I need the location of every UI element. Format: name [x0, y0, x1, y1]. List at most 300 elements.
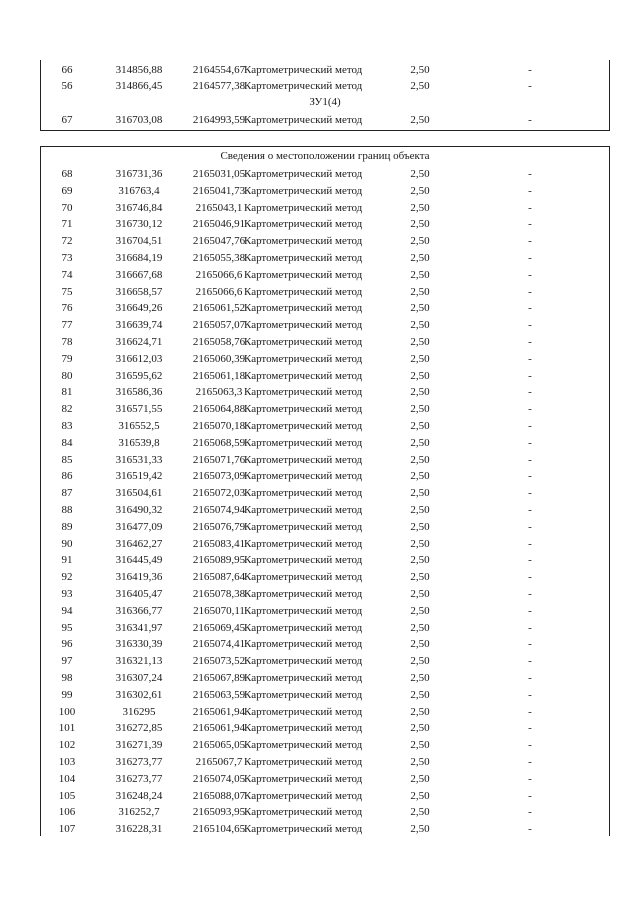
method-cell: Картометрический метод — [244, 655, 363, 668]
method-cell: Картометрический метод — [244, 789, 363, 802]
method-cell: Картометрический метод — [244, 420, 363, 432]
method-cell: Картометрический метод — [244, 688, 363, 701]
accuracy-cell: 2,50 — [410, 386, 430, 399]
method-cell: Картометрический метод — [244, 823, 363, 836]
point-number-cell: 99 — [61, 688, 73, 701]
coord-y-cell: 2165078,38 — [192, 588, 246, 600]
coord-y-cell: 2165074,41 — [192, 638, 246, 651]
method-cell: Картометрический метод — [244, 705, 363, 718]
accuracy-cell: 2,50 — [410, 554, 430, 567]
table-row — [40, 704, 610, 720]
description-cell: - — [528, 772, 532, 785]
table-row — [40, 720, 610, 736]
description-cell: - — [528, 520, 532, 533]
description-cell: - — [528, 80, 532, 92]
coord-x-cell: 316490,32 — [115, 504, 163, 516]
method-cell: Картометрический метод — [244, 672, 363, 684]
accuracy-cell: 2,50 — [410, 772, 430, 785]
point-number-cell: 100 — [58, 705, 76, 718]
method-cell: Картометрический метод — [244, 64, 363, 76]
coord-x-cell: 316462,27 — [115, 537, 163, 550]
accuracy-cell: 2,50 — [410, 184, 430, 197]
description-cell: - — [528, 201, 532, 214]
coord-x-cell: 316295 — [122, 705, 156, 718]
accuracy-cell: 2,50 — [410, 80, 430, 92]
description-cell: - — [528, 352, 532, 365]
point-number-cell: 84 — [61, 436, 73, 449]
point-number-cell: 72 — [61, 235, 73, 248]
coord-y-cell: 2165076,79 — [192, 520, 246, 533]
description-cell: - — [528, 168, 532, 180]
description-cell: - — [528, 722, 532, 735]
accuracy-cell: 2,50 — [410, 168, 430, 180]
accuracy-cell: 2,50 — [410, 352, 430, 365]
coord-y-cell: 2165064,88 — [192, 403, 246, 416]
point-number-cell: 71 — [61, 218, 73, 231]
coord-y-cell: 2165060,39 — [192, 352, 246, 365]
description-cell: - — [528, 655, 532, 668]
description-cell: - — [528, 756, 532, 768]
point-number-cell: 81 — [61, 386, 73, 399]
table-row — [40, 754, 610, 770]
accuracy-cell: 2,50 — [410, 319, 430, 332]
coord-x-cell: 316531,33 — [115, 453, 163, 466]
coord-y-cell: 2165055,38 — [192, 252, 246, 264]
table-row — [40, 183, 610, 199]
description-cell: - — [528, 806, 532, 819]
description-cell: - — [528, 436, 532, 449]
accuracy-cell: 2,50 — [410, 722, 430, 735]
coord-x-cell: 316271,39 — [115, 739, 163, 752]
coord-x-cell: 316552,5 — [118, 420, 160, 432]
description-cell: - — [528, 470, 532, 483]
accuracy-cell: 2,50 — [410, 470, 430, 483]
description-cell: - — [528, 604, 532, 617]
coord-x-cell: 316419,36 — [115, 571, 163, 584]
accuracy-cell: 2,50 — [410, 420, 430, 432]
description-cell: - — [528, 114, 532, 126]
point-number-cell: 91 — [61, 554, 73, 567]
table-row — [40, 317, 610, 333]
coord-x-cell: 316586,36 — [115, 386, 163, 399]
table-heading: Сведения о местоположении границ объекта — [220, 150, 430, 162]
coord-y-cell: 2164577,38 — [192, 80, 246, 92]
accuracy-cell: 2,50 — [410, 268, 430, 281]
accuracy-cell: 2,50 — [410, 739, 430, 752]
point-number-cell: 66 — [61, 64, 73, 76]
coord-y-cell: 2165071,76 — [192, 453, 246, 466]
coord-x-cell: 316595,62 — [115, 369, 163, 382]
description-cell: - — [528, 487, 532, 500]
description-cell: - — [528, 688, 532, 701]
method-cell: Картометрический метод — [244, 638, 363, 651]
point-number-cell: 93 — [61, 588, 73, 600]
description-cell: - — [528, 588, 532, 600]
table-row — [40, 284, 610, 300]
coord-y-cell: 2165066,6 — [195, 268, 243, 281]
coord-x-cell: 316248,24 — [115, 789, 163, 802]
accuracy-cell: 2,50 — [410, 571, 430, 584]
method-cell: Картометрический метод — [244, 184, 363, 197]
accuracy-cell: 2,50 — [410, 823, 430, 836]
coord-x-cell: 316273,77 — [115, 756, 163, 768]
accuracy-cell: 2,50 — [410, 302, 430, 315]
accuracy-cell: 2,50 — [410, 621, 430, 634]
coord-y-cell: 2165061,94 — [192, 722, 246, 735]
point-number-cell: 75 — [61, 285, 73, 298]
description-cell: - — [528, 302, 532, 315]
point-number-cell: 90 — [61, 537, 73, 550]
point-number-cell: 94 — [61, 604, 73, 617]
accuracy-cell: 2,50 — [410, 688, 430, 701]
table-row — [40, 653, 610, 669]
accuracy-cell: 2,50 — [410, 114, 430, 126]
table-row — [40, 452, 610, 468]
table-row — [40, 435, 610, 451]
description-cell: - — [528, 504, 532, 516]
coord-x-cell: 316252,7 — [118, 806, 160, 819]
table-row — [40, 636, 610, 652]
coord-y-cell: 2165068,59 — [192, 436, 246, 449]
coord-y-cell: 2165073,52 — [192, 655, 246, 668]
coord-y-cell: 2165057,07 — [192, 319, 246, 332]
point-number-cell: 95 — [61, 621, 73, 634]
method-cell: Картометрический метод — [244, 436, 363, 449]
method-cell: Картометрический метод — [244, 114, 363, 126]
coord-x-cell: 316330,39 — [115, 638, 163, 651]
point-number-cell: 56 — [61, 80, 73, 92]
point-number-cell: 101 — [58, 722, 76, 735]
table-row — [40, 112, 610, 128]
table-row — [40, 200, 610, 216]
method-cell: Картометрический метод — [244, 756, 363, 768]
point-number-cell: 68 — [61, 168, 73, 180]
point-number-cell: 103 — [58, 756, 76, 768]
description-cell: - — [528, 789, 532, 802]
coord-x-cell: 316571,55 — [115, 403, 163, 416]
coord-x-cell: 316302,61 — [115, 688, 163, 701]
point-number-cell: 76 — [61, 302, 73, 315]
description-cell: - — [528, 386, 532, 399]
coord-y-cell: 2165083,41 — [192, 537, 246, 550]
point-number-cell: 88 — [61, 504, 73, 516]
coord-y-cell: 2165074,94 — [192, 504, 246, 516]
description-cell: - — [528, 672, 532, 684]
point-number-cell: 83 — [61, 420, 73, 432]
accuracy-cell: 2,50 — [410, 789, 430, 802]
coord-y-cell: 2165061,18 — [192, 369, 246, 382]
accuracy-cell: 2,50 — [410, 218, 430, 231]
point-number-cell: 96 — [61, 638, 73, 651]
accuracy-cell: 2,50 — [410, 403, 430, 416]
accuracy-cell: 2,50 — [410, 504, 430, 516]
point-number-cell: 105 — [58, 789, 76, 802]
top-table-bottom-border — [40, 130, 610, 131]
method-cell: Картометрический метод — [244, 806, 363, 819]
point-number-cell: 89 — [61, 520, 73, 533]
coord-y-cell: 2165073,09 — [192, 470, 246, 483]
table-row — [40, 788, 610, 804]
method-cell: Картометрический метод — [244, 739, 363, 752]
accuracy-cell: 2,50 — [410, 369, 430, 382]
description-cell: - — [528, 403, 532, 416]
table-row — [40, 166, 610, 182]
method-cell: Картометрический метод — [244, 504, 363, 516]
table-row — [40, 401, 610, 417]
point-number-cell: 77 — [61, 319, 73, 332]
accuracy-cell: 2,50 — [410, 756, 430, 768]
coord-y-cell: 2165066,6 — [195, 285, 243, 298]
table-row — [40, 536, 610, 552]
coord-x-cell: 314856,88 — [115, 64, 163, 76]
table-row — [40, 267, 610, 283]
coord-y-cell: 2164993,59 — [192, 114, 246, 126]
description-cell: - — [528, 823, 532, 836]
coord-x-cell: 316341,97 — [115, 621, 163, 634]
table-row — [40, 670, 610, 686]
coord-y-cell: 2165046,91 — [192, 218, 246, 231]
description-cell: - — [528, 621, 532, 634]
coord-x-cell: 316366,77 — [115, 604, 163, 617]
accuracy-cell: 2,50 — [410, 520, 430, 533]
coord-x-cell: 316519,42 — [115, 470, 163, 483]
coord-x-cell: 316763,4 — [118, 184, 160, 197]
coord-x-cell: 316272,85 — [115, 722, 163, 735]
coord-x-cell: 316684,19 — [115, 252, 163, 264]
accuracy-cell: 2,50 — [410, 336, 430, 348]
method-cell: Картометрический метод — [244, 369, 363, 382]
accuracy-cell: 2,50 — [410, 235, 430, 248]
method-cell: Картометрический метод — [244, 80, 363, 92]
method-cell: Картометрический метод — [244, 352, 363, 365]
point-number-cell: 74 — [61, 268, 73, 281]
point-number-cell: 78 — [61, 336, 73, 348]
method-cell: Картометрический метод — [244, 772, 363, 785]
coord-x-cell: 316307,24 — [115, 672, 163, 684]
method-cell: Картометрический метод — [244, 268, 363, 281]
table-row — [40, 334, 610, 350]
coord-y-cell: 2165063,59 — [192, 688, 246, 701]
coord-y-cell: 2165074,05 — [192, 772, 246, 785]
accuracy-cell: 2,50 — [410, 285, 430, 298]
table-row — [40, 418, 610, 434]
coord-y-cell: 2165031,05 — [192, 168, 246, 180]
coord-y-cell: 2165070,11 — [193, 604, 245, 617]
table-row — [40, 552, 610, 568]
coord-x-cell: 316321,13 — [115, 655, 163, 668]
point-number-cell: 70 — [61, 201, 73, 214]
table-row — [40, 78, 610, 94]
coord-y-cell: 2165072,03 — [192, 487, 246, 500]
method-cell: Картометрический метод — [244, 218, 363, 231]
accuracy-cell: 2,50 — [410, 436, 430, 449]
description-cell: - — [528, 571, 532, 584]
accuracy-cell: 2,50 — [410, 672, 430, 684]
coord-y-cell: 2165087,64 — [192, 571, 246, 584]
method-cell: Картометрический метод — [244, 571, 363, 584]
method-cell: Картометрический метод — [244, 319, 363, 332]
coord-x-cell: 316405,47 — [115, 588, 163, 600]
accuracy-cell: 2,50 — [410, 806, 430, 819]
point-number-cell: 106 — [58, 806, 76, 819]
coord-y-cell: 2165047,76 — [192, 235, 246, 248]
method-cell: Картометрический метод — [244, 336, 363, 348]
table-row — [40, 519, 610, 535]
point-number-cell: 69 — [61, 184, 73, 197]
coord-x-cell: 316746,84 — [115, 201, 163, 214]
point-number-cell: 97 — [61, 655, 73, 668]
description-cell: - — [528, 64, 532, 76]
method-cell: Картометрический метод — [244, 621, 363, 634]
description-cell: - — [528, 268, 532, 281]
description-cell: - — [528, 537, 532, 550]
coord-x-cell: 316649,26 — [115, 302, 163, 315]
table-row — [40, 821, 610, 837]
coord-y-cell: 2165063,3 — [195, 386, 243, 399]
coord-x-cell: 316624,71 — [115, 336, 163, 348]
table-row — [40, 216, 610, 232]
description-cell: - — [528, 554, 532, 567]
accuracy-cell: 2,50 — [410, 64, 430, 76]
point-number-cell: 104 — [58, 772, 76, 785]
coord-y-cell: 2165067,89 — [192, 672, 246, 684]
table-row — [40, 300, 610, 316]
method-cell: Картометрический метод — [244, 520, 363, 533]
coord-y-cell: 2165043,1 — [195, 201, 243, 214]
accuracy-cell: 2,50 — [410, 453, 430, 466]
main-table-top-border — [40, 146, 610, 147]
coord-x-cell: 316612,03 — [115, 352, 163, 365]
description-cell: - — [528, 235, 532, 248]
coord-x-cell: 316273,77 — [115, 772, 163, 785]
point-number-cell: 79 — [61, 352, 73, 365]
table-row — [40, 603, 610, 619]
method-cell: Картометрический метод — [244, 285, 363, 298]
method-cell: Картометрический метод — [244, 487, 363, 500]
point-number-cell: 73 — [61, 252, 73, 264]
accuracy-cell: 2,50 — [410, 537, 430, 550]
description-cell: - — [528, 252, 532, 264]
coord-y-cell: 2165058,76 — [192, 336, 246, 348]
table-row — [40, 502, 610, 518]
description-cell: - — [528, 705, 532, 718]
description-cell: - — [528, 638, 532, 651]
subheading: ЗУ1(4) — [309, 96, 341, 108]
table-row — [40, 368, 610, 384]
point-number-cell: 102 — [58, 739, 76, 752]
description-cell: - — [528, 369, 532, 382]
table-row — [40, 569, 610, 585]
coord-y-cell: 2165065,05 — [192, 739, 246, 752]
point-number-cell: 82 — [61, 403, 73, 416]
coord-y-cell: 2165067,7 — [195, 756, 243, 768]
table-row — [40, 351, 610, 367]
table-row — [40, 468, 610, 484]
description-cell: - — [528, 184, 532, 197]
coord-x-cell: 316228,31 — [115, 823, 163, 836]
accuracy-cell: 2,50 — [410, 252, 430, 264]
method-cell: Картометрический метод — [244, 588, 363, 600]
coord-x-cell: 316731,36 — [115, 168, 163, 180]
method-cell: Картометрический метод — [244, 470, 363, 483]
coord-x-cell: 316658,57 — [115, 285, 163, 298]
method-cell: Картометрический метод — [244, 302, 363, 315]
coord-x-cell: 316445,49 — [115, 554, 163, 567]
coord-y-cell: 2165041,73 — [192, 184, 246, 197]
table-row — [40, 771, 610, 787]
method-cell: Картометрический метод — [244, 537, 363, 550]
method-cell: Картометрический метод — [244, 201, 363, 214]
method-cell: Картометрический метод — [244, 252, 363, 264]
method-cell: Картометрический метод — [244, 386, 363, 399]
method-cell: Картометрический метод — [244, 554, 363, 567]
accuracy-cell: 2,50 — [410, 638, 430, 651]
method-cell: Картометрический метод — [244, 604, 363, 617]
accuracy-cell: 2,50 — [410, 487, 430, 500]
accuracy-cell: 2,50 — [410, 588, 430, 600]
description-cell: - — [528, 336, 532, 348]
table-row — [40, 485, 610, 501]
method-cell: Картометрический метод — [244, 453, 363, 466]
description-cell: - — [528, 453, 532, 466]
coord-y-cell: 2165070,18 — [192, 420, 246, 432]
coord-x-cell: 316667,68 — [115, 268, 163, 281]
coord-y-cell: 2165089,95 — [192, 554, 246, 567]
description-cell: - — [528, 420, 532, 432]
method-cell: Картометрический метод — [244, 168, 363, 180]
point-number-cell: 85 — [61, 453, 73, 466]
accuracy-cell: 2,50 — [410, 655, 430, 668]
table-row — [40, 384, 610, 400]
accuracy-cell: 2,50 — [410, 604, 430, 617]
coord-y-cell: 2165088,07 — [192, 789, 246, 802]
method-cell: Картометрический метод — [244, 722, 363, 735]
table-row — [40, 687, 610, 703]
coord-y-cell: 2165093,95 — [192, 806, 246, 819]
table-row — [40, 250, 610, 266]
coord-y-cell: 2164554,67 — [192, 64, 246, 76]
coord-x-cell: 316477,09 — [115, 520, 163, 533]
table-row — [40, 620, 610, 636]
coord-x-cell: 316539,8 — [118, 436, 160, 449]
table-row — [40, 586, 610, 602]
description-cell: - — [528, 739, 532, 752]
accuracy-cell: 2,50 — [410, 201, 430, 214]
point-number-cell: 87 — [61, 487, 73, 500]
table-row — [40, 737, 610, 753]
coord-y-cell: 2165061,52 — [192, 302, 246, 315]
coord-x-cell: 314866,45 — [115, 80, 163, 92]
accuracy-cell: 2,50 — [410, 705, 430, 718]
coord-x-cell: 316639,74 — [115, 319, 163, 332]
point-number-cell: 80 — [61, 369, 73, 382]
table-row — [40, 804, 610, 820]
coord-x-cell: 316704,51 — [115, 235, 163, 248]
point-number-cell: 107 — [58, 823, 76, 836]
coord-y-cell: 2165069,45 — [192, 621, 246, 634]
point-number-cell: 98 — [61, 672, 73, 684]
description-cell: - — [528, 285, 532, 298]
coord-x-cell: 316730,12 — [115, 218, 163, 231]
table-row — [40, 62, 610, 78]
point-number-cell: 67 — [61, 114, 73, 126]
coord-y-cell: 2165104,65 — [192, 823, 246, 836]
table-row — [40, 233, 610, 249]
point-number-cell: 86 — [61, 470, 73, 483]
coord-y-cell: 2165061,94 — [192, 705, 246, 718]
point-number-cell: 92 — [61, 571, 73, 584]
method-cell: Картометрический метод — [244, 403, 363, 416]
